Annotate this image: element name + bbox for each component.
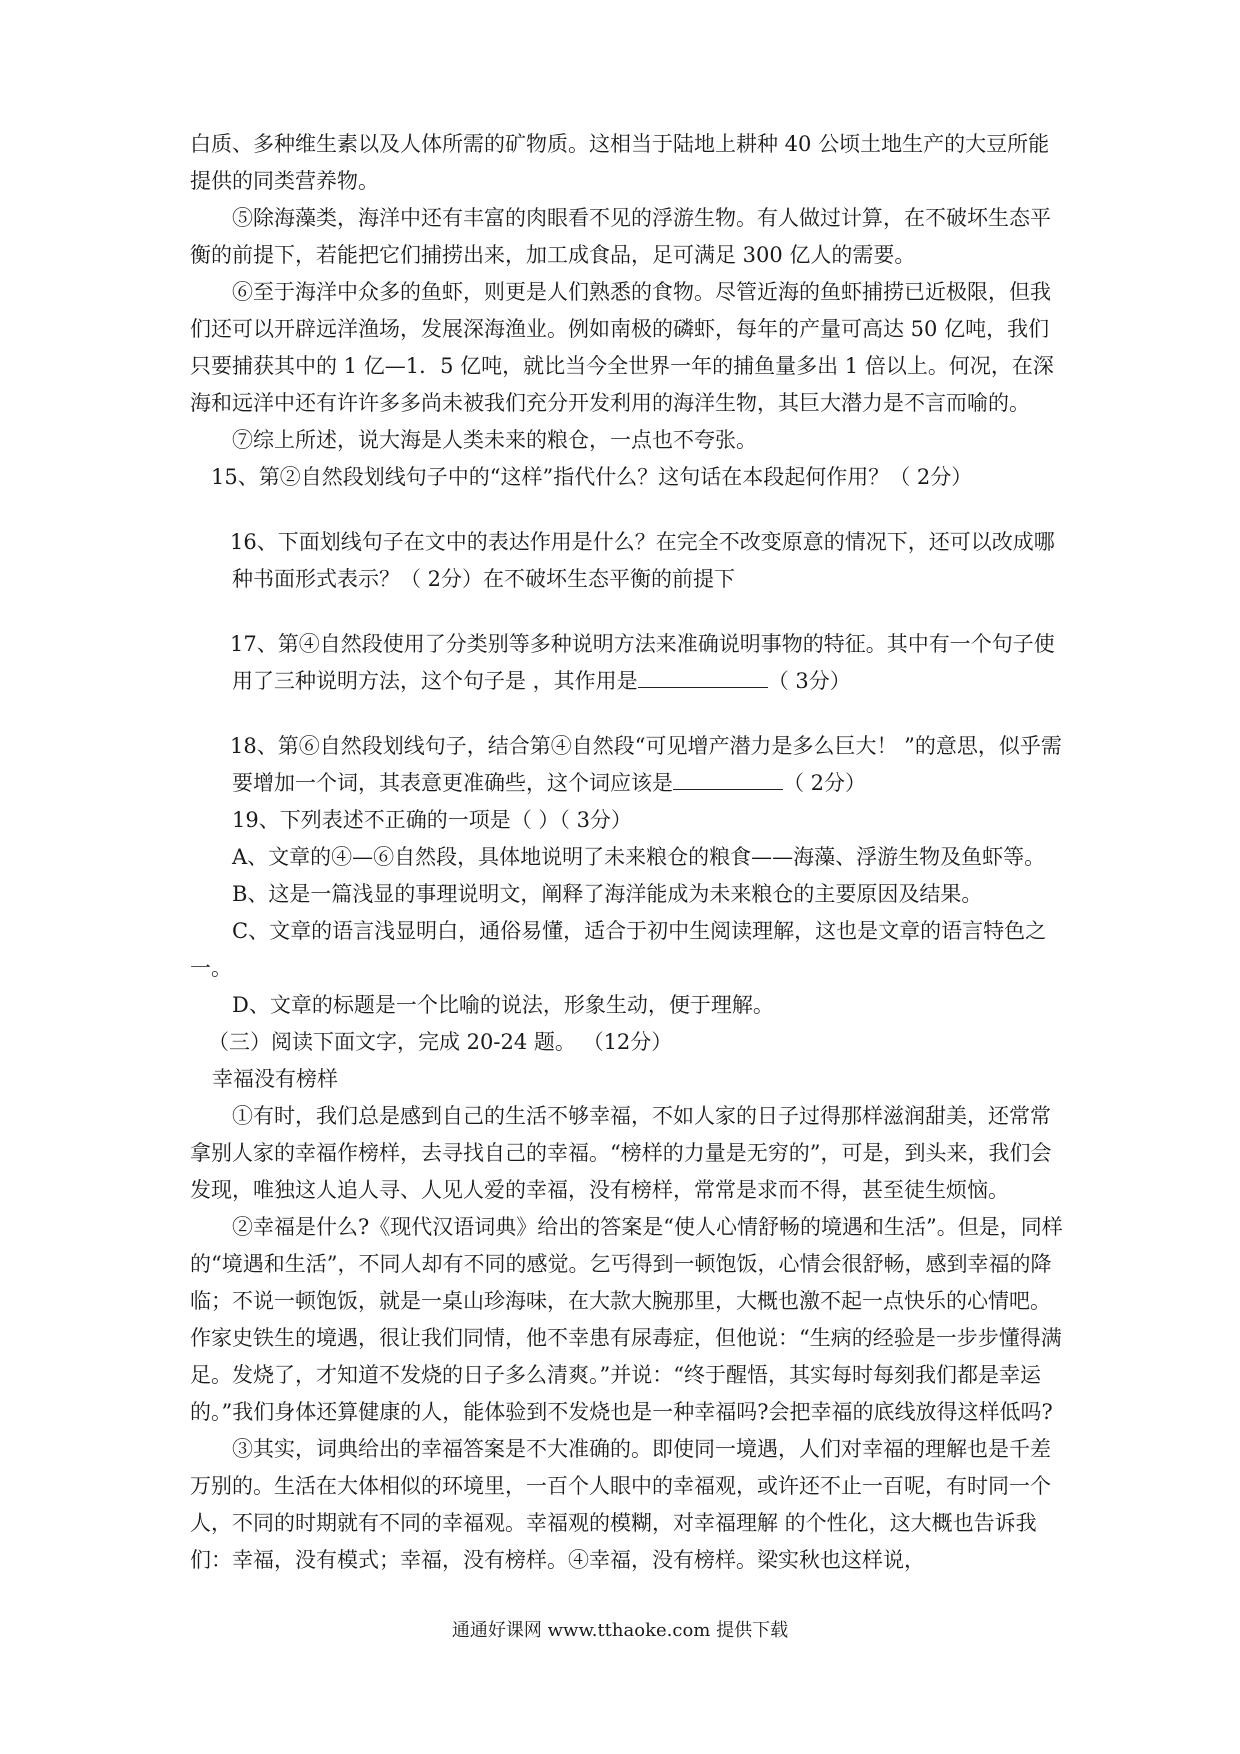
- paragraph-4-tail: 白质、多种维生素以及人体所需的矿物质。这相当于陆地上耕种 40 公顷土地生产的大豆所能提供的同类营养物。: [190, 132, 1050, 193]
- section-heading: （三）阅读下面文字，完成 20-24 题。 （12分）: [208, 1030, 673, 1054]
- paragraph-7: ⑦综上所述，说大海是人类未来的粮仓，一点也不夸张。: [232, 428, 757, 452]
- question-16: 16、下面划线句子在文中的表达作用是什么？在完全不改变原意的情况下，还可以改成哪种书面形式表示？（ 2分）在不破坏生态平衡的前提下: [230, 530, 1055, 591]
- answer-space: [190, 598, 1070, 626]
- option-b: B、这是一篇浅显的事理说明文，阐释了海洋能成为未来粮仓的主要原因及结果。: [232, 882, 983, 906]
- article-paragraph-2: ②幸福是什么?《现代汉语词典》给出的答案是“使人心情舒畅的境遇和生活”。但是，同样的“境遇和生活”，不同人却有不同的感觉。乞丐得到一顿饱饭，心情会很舒畅，感到幸福的降临；不说一顿饱饭，就是一桌山珍海味，在大款大腕那里，大概也激不起一点快乐的心情吧。作家史铁生的境遇，很让我们同情，他不幸患有尿毒症，但他说：“生病的经验是一步步懂得满足。发烧了，才知道不发烧的日子多么清爽。”并说：“终于醒悟，其实每时每刻我们都是幸运的。”我们身体还算健康的人，能体验到不发烧也是一种幸福吗?会把幸福的底线放得这样低吗?: [190, 1215, 1063, 1424]
- question-18-text: 18、第⑥自然段划线句子，结合第④自然段“可见增产潜力是多么巨大！ ”的意思，似乎需要增加一个词，其表意更准确些，这个词应该是: [230, 734, 1062, 795]
- answer-blank[interactable]: [673, 767, 783, 790]
- answer-space: [190, 496, 1070, 524]
- question-17: [190, 626, 1070, 700]
- article-paragraph-1: ①有时，我们总是感到自己的生活不够幸福，不如人家的日子过得那样滋润甜美，还常常拿别人家的幸福作榜样，去寻找自己的幸福。“榜样的力量是无穷的”，可是，到头来，我们会发现，唯独这人追人寻、人见人爱的幸福，没有榜样，常常是求而不得，甚至徒生烦恼。: [190, 1104, 1052, 1202]
- article-title: 幸福没有榜样: [212, 1067, 338, 1091]
- question-17-text: 17、第④自然段使用了分类别等多种说明方法来准确说明事物的特征。其中有一个句子使用了三种说明方法，这个句子是 ，其作用是: [230, 632, 1055, 693]
- passage-continuation: [190, 126, 1070, 1579]
- question-18: [190, 728, 1070, 802]
- answer-blank[interactable]: [638, 665, 768, 688]
- paragraph-6: ⑥至于海洋中众多的鱼虾，则更是人们熟悉的食物。尽管近海的鱼虾捕捞已近极限，但我们还可以开辟远洋渔场，发展深海渔业。例如南极的磷虾，每年的产量可高达 50 亿吨，我们只要捕获其中的 1 亿—1．5 亿吨，就比当今全世界一年的捕鱼量多出 1 倍以上。何况，在深海和远洋中还有许许多多尚未被我们充分开发利用的海洋生物，其巨大潜力是不言而喻的。: [190, 280, 1054, 415]
- paragraph-5: ⑤除海藻类，海洋中还有丰富的肉眼看不见的浮游生物。有人做过计算，在不破坏生态平衡的前提下，若能把它们捕捞出来，加工成食品，足可满足 300 亿人的需要。: [190, 206, 1051, 267]
- question-19: 19、下列表述不正确的一项是（ ）（ 3分）: [232, 808, 632, 832]
- article-paragraph-3: ③其实，词典给出的幸福答案是不大准确的。即使同一境遇，人们对幸福的理解也是千差万别的。生活在大体相似的环境里，一百个人眼中的幸福观，或许还不止一百呢，有时同一个人，不同的时期就有不同的幸福观。幸福观的模糊，对幸福理解 的个性化，这大概也告诉我们：幸福，没有模式；幸福，没有榜样。④幸福，没有榜样。梁实秋也这样说，: [190, 1437, 1051, 1572]
- question-18-score: （ 2分）: [783, 771, 867, 795]
- answer-space: [190, 700, 1070, 728]
- option-c: C、文章的语言浅显明白，通俗易懂，适合于初中生阅读理解，这也是文章的语言特色之一。: [190, 919, 1047, 980]
- option-a: A、文章的④—⑥自然段，具体地说明了未来粮仓的粮食——海藻、浮游生物及鱼虾等。: [232, 845, 1046, 869]
- page-footer: 通通好课网 www.tthaoke.com 提供下载: [451, 1620, 789, 1641]
- question-15: 15、第②自然段划线句子中的“这样”指代什么？这句话在本段起何作用？（ 2分）: [211, 465, 973, 489]
- question-17-score: （ 3分）: [767, 669, 851, 693]
- option-d: D、文章的标题是一个比喻的说法，形象生动，便于理解。: [232, 993, 774, 1017]
